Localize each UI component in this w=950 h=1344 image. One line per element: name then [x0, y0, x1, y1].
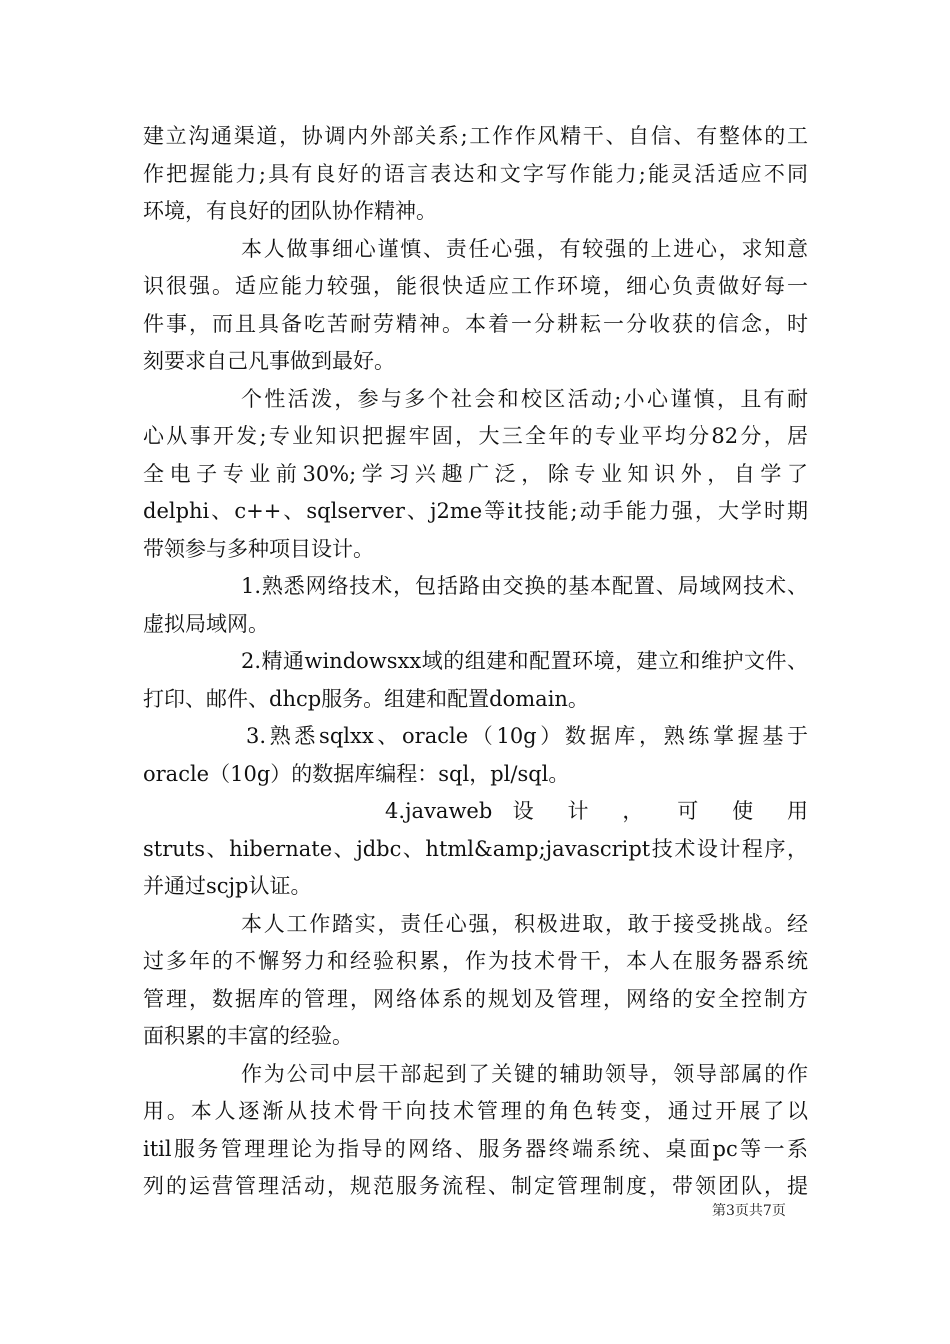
text-line: 件事，而且具备吃苦耐劳精神。本着一分耕耘一分收获的信念，时 — [143, 311, 808, 336]
text-line: delphi、c++、sqlserver、j2me等it技能;动手能力强，大学时期 — [143, 499, 808, 523]
text-line: 并通过scjp认证。 — [143, 874, 312, 898]
text-line: 心从事开发;专业知识把握牢固，大三全年的专业平均分82分，居 — [143, 424, 808, 448]
text-line: itil服务管理理论为指导的网络、服务器终端系统、桌面pc等一系 — [143, 1136, 808, 1161]
text-line: 识很强。适应能力较强，能很快适应工作环境，细心负责做好每一 — [143, 274, 808, 298]
list-item-1: 1.熟悉网络技术，包括路由交换的基本配置、局域网技术、 — [241, 574, 808, 598]
text-line: 管理，数据库的管理，网络体系的规划及管理，网络的安全控制方 — [143, 986, 808, 1011]
paragraph-first-line: 个性活泼，参与多个社会和校区活动;小心谨慎，且有耐 — [241, 386, 808, 411]
text-line: 面积累的丰富的经验。 — [143, 1024, 353, 1048]
text-line: 作把握能力;具有良好的语言表达和文字写作能力;能灵活适应不同 — [143, 161, 808, 186]
list-item-4: 4.javaweb 设 计 ， 可 使 用 — [385, 799, 808, 823]
text-line: struts、hibernate、jdbc、html&amp;javascript技术设计程序， — [143, 836, 808, 861]
paragraph-first-line: 作为公司中层干部起到了关键的辅助领导，领导部属的作 — [241, 1061, 808, 1086]
text-line: 全电子专业前30%;学习兴趣广泛，除专业知识外，自学了 — [143, 461, 808, 486]
paragraph-first-line: 本人工作踏实，责任心强，积极进取，敢于接受挑战。经 — [241, 911, 808, 936]
text-line: 刻要求自己凡事做到最好。 — [143, 349, 395, 373]
text-line: 带领参与多种项目设计。 — [143, 536, 374, 561]
text-line: 用。本人逐渐从技术骨干向技术管理的角色转变，通过开展了以 — [143, 1099, 808, 1123]
text-line: 过多年的不懈努力和经验积累，作为技术骨干，本人在服务器系统 — [143, 949, 808, 973]
text-line: 虚拟局域网。 — [143, 611, 269, 636]
page-number: 第3页共7页 — [712, 1203, 786, 1219]
list-item-3: 3.熟悉sqlxx、oracle（10g）数据库，熟练掌握基于 — [246, 724, 808, 748]
list-item-2: 2.精通windowsxx域的组建和配置环境，建立和维护文件、 — [241, 649, 808, 673]
text-line: 列的运营管理活动，规范服务流程、制定管理制度，带领团队，提 — [143, 1174, 808, 1198]
text-line: 环境，有良好的团队协作精神。 — [143, 199, 437, 223]
body-text — [143, 118, 808, 1206]
text-line: oracle（10g）的数据库编程：sql，pl/sql。 — [143, 761, 570, 786]
paragraph-first-line: 本人做事细心谨慎、责任心强，有较强的上进心，求知意 — [241, 236, 808, 261]
text-line: 建立沟通渠道，协调内外部关系;工作作风精干、自信、有整体的工 — [143, 124, 808, 148]
text-line: 打印、邮件、dhcp服务。组建和配置domain。 — [143, 686, 589, 711]
